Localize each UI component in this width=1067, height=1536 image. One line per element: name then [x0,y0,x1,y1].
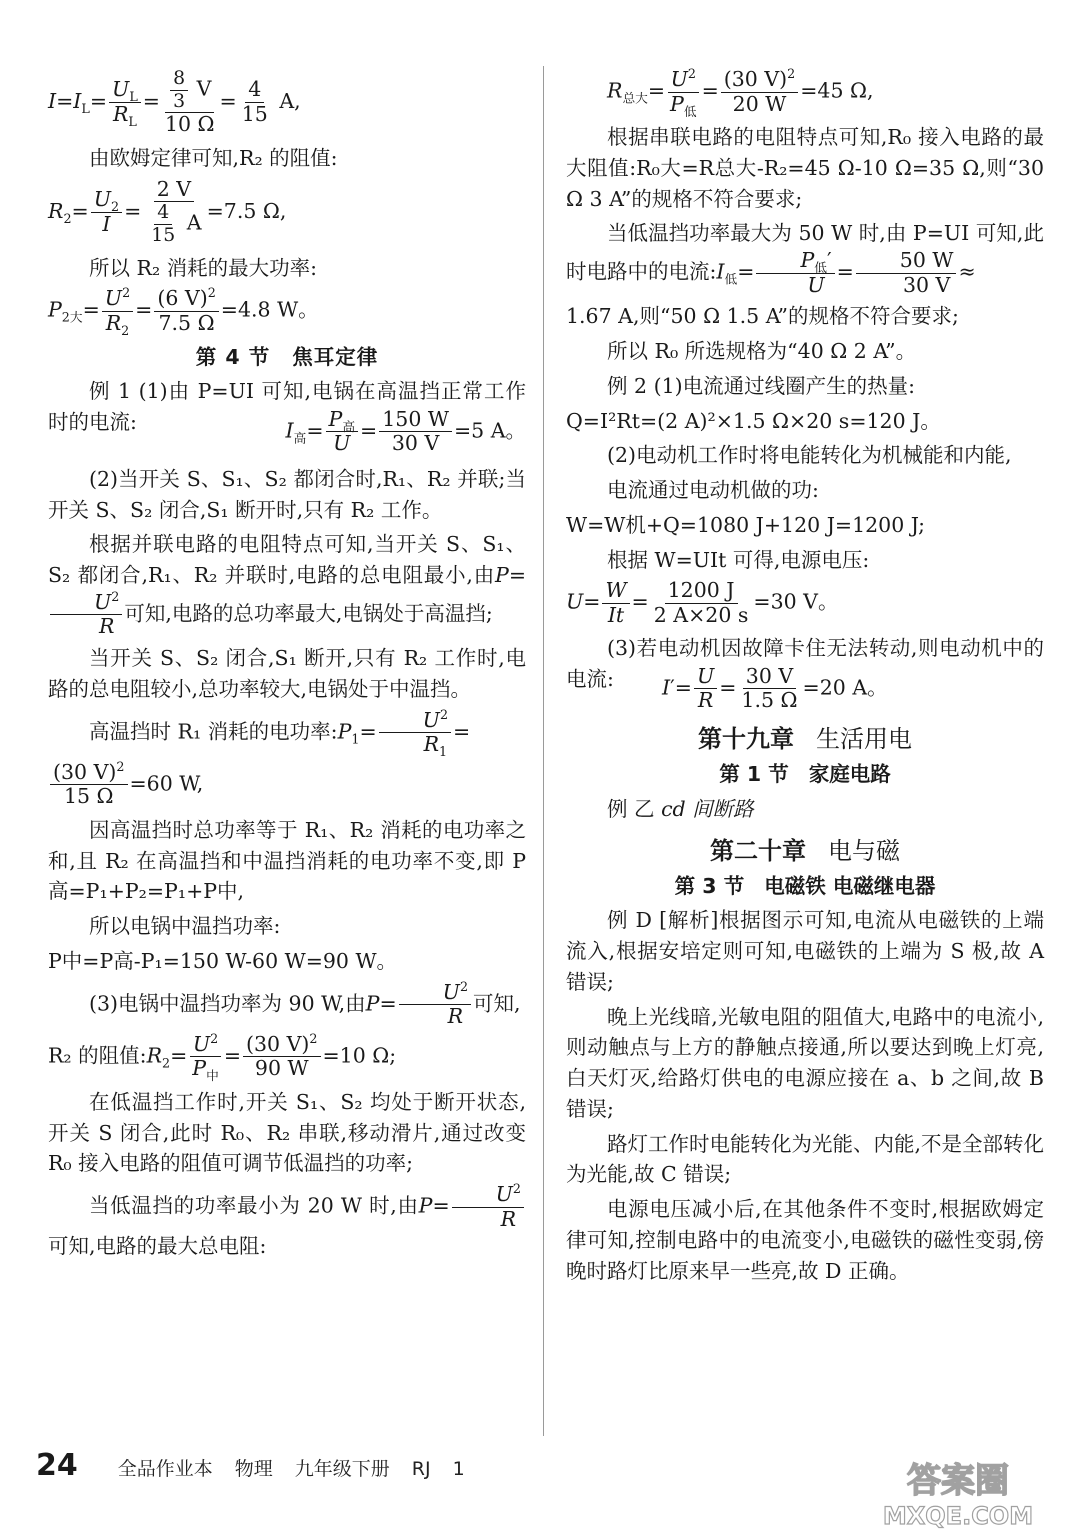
paragraph-mid-temp: 当开关 S、S₂ 闭合,S₁ 断开,只有 R₂ 工作时,电路的总电阻较小,总功率较大,电锅处于中温挡。 [48,646,526,701]
paragraph-low-max: 当低温挡功率最大为 50 W 时,由 P=UI 可知,此时电路中的电流$:I_低=$ $\frac{P_低'}{U}$ = $\frac{50 W}{30 V}$ ≈ [566,221,1044,297]
section-number: 第 1 节 [719,762,789,786]
text-part: 当低温挡功率最大为 50 W 时,由 P=UI 可知,此时电路中的电流: [566,221,1044,284]
page-number: 24 [36,1448,78,1483]
text-part: R₂ 的阻值: [48,1043,147,1068]
section-heading-19-1 [566,759,1044,790]
text-part: 当低温挡的功率最小为 20 W 时,由 [89,1193,419,1218]
column-divider [543,66,544,1436]
paragraph-option-c: 路灯工作时电能转化为光能、内能,不是全部转化为光能,故 C 错误; [566,1131,1045,1187]
text-r2-intro: 由欧姆定律可知,R₂ 的阻值: [89,145,338,170]
text-r0-choice: 所以 R₀ 所选规格为“40 Ω 2 A”。 [607,339,917,363]
example-label: 例 1 [89,379,132,404]
section-title: 焦耳定律 [292,344,379,369]
paragraph-parallel-min-r: 根据并联电路的电阻特点可知,当开关 S、S₁、S₂ 都闭合,R₁、R₂ 并联时,电路的总电阻最小,由P= $\frac{U^2}{R}$ 可知,电路的总功率最大,电锅处于高温挡; [48,532,526,639]
watermark-text-cn: 答案圈 [907,1461,1009,1501]
formula-heat: Q=I²Rt=(2 A)²×1.5 Ω×20 s=120 J。 [566,408,941,433]
right-column [566,66,1044,1290]
left-column [48,66,526,1266]
section-title: 家庭电路 [808,762,891,786]
book-series: 全品作业本 [117,1458,213,1480]
example-label: 例 [607,796,628,821]
section-number: 第 4 节 [195,344,271,369]
text-voltage-intro: 根据 W=UIt 可得,电源电压: [607,547,870,572]
example2-p1 [566,371,1044,402]
formula-voltage: U= $\frac{W}{It}$ = $\frac{1200 J}{2 A\times 20 s}$ =30 V。 [566,578,839,627]
paragraph-switch-parallel: (2)当开关 S、S₁、S₂ 都闭合时,R₁、R₂ 并联;当开关 S、S₂ 闭合,S₁ 断开时,只有 R₂ 工作。 [48,466,526,522]
paragraph-stall-current: (3)若电动机因故障卡住无法转动,则电动机中的电流: [566,636,1044,692]
text-part: 可知,电路的最大总电阻: [48,1234,267,1259]
formula-p1: $\frac{(30 V)^2}{15 \Omega}$ =60 W, [48,761,526,809]
answer-choice: 乙 [634,796,655,821]
book-grade: 九年级下册 [294,1458,390,1480]
chapter-number: 第二十章 [710,836,806,865]
text-max-power-intro: 所以 R₂ 消耗的最大功率: [89,255,318,280]
formula-p-mid: P中=P高-P₁=150 W-60 W=90 W。 [48,948,398,973]
answer-fault: cd 间断路 [661,796,754,821]
watermark-logo [863,1452,1053,1532]
section-heading-4 [48,342,526,373]
formula-current-i: $I=I_L=$ $\frac{U_L}{R_L}$ = $\frac{8}{3}$ V 10 Ω = $\frac{4}{15}$ A, [48,67,301,137]
text-part: 根据并联电路的电阻特点可知,当开关 S、S₁、S₂ 都闭合,R₁、R₂ 并联时,电路的总电阻最小,由 [48,532,526,588]
chapter-number: 第十九章 [698,725,794,753]
chapter-heading-19 [566,721,1044,757]
paragraph-total-power: 因高温挡时总功率等于 R₁、R₂ 消耗的电功率之和,且 R₂ 在高温挡和中温挡消耗的电功率不变,即 P高=P₁+P₂=P₁+P中, [48,817,526,904]
book-edition: RJ [411,1458,431,1480]
text-mid-power-intro: 所以电锅中温挡功率: [89,914,281,938]
paragraph-mid-power: (3)电锅中温挡功率为 90 W,由P= $\frac{U^2}{R}$ 可知, [89,978,521,1029]
section-title: 电磁铁 电磁继电器 [764,873,936,898]
paragraph-option-d: 电源电压减小后,在其他条件不变时,根据欧姆定律可知,控制电路中的电流变小,电磁铁的磁性变弱,傍晚时路灯比原来早一些亮,故 D 正确。 [566,1197,1044,1283]
formula-r2-value: R₂ 的阻值$:R_2=$ $\frac{U^2}{P_中}$ = $\frac{(30 V)^2}{90 W}$ =10 Ω; [48,1030,397,1084]
text-part: 可知, [473,991,521,1016]
formula-stall-current: I′= $\frac{U}{R}$ = $\frac{30 V}{1.5 \Omega}$ =20 A。 [662,663,888,713]
example-19 [566,794,1044,825]
text-current-approx: 1.67 A,则“50 Ω 1.5 A”的规格不符合要求; [566,304,959,329]
text-part: (3)电锅中温挡功率为 90 W,由 [89,991,366,1016]
paragraph-r0-max: 根据串联电路的电阻特点可知,R₀ 接入电路的最大阻值:R₀大=R总大-R₂=45 Ω-10 Ω=35 Ω,则“30 Ω 3 A”的规格不符合要求; [566,125,1044,211]
text-part: 可知,电路的总功率最大,电锅处于高温挡; [124,601,493,626]
example-label: 例 2 [607,373,648,398]
formula-i-high: $I_高=$ $\frac{P_高}{U}$ = $\frac{150 W}{30 V}$ =5 A。 [285,406,526,456]
paragraph-low-temp: 在低温挡工作时,开关 S₁、S₂ 均处于断开状态,开关 S 闭合,此时 R₀、R₂ 串联,移动滑片,通过改变 R₀ 接入电路的阻值可调节低温挡的功率; [48,1089,526,1176]
example2-text: (1)电流通过线圈产生的热量: [653,373,916,398]
formula-work: W=W机+Q=1080 J+120 J=1200 J; [566,512,926,537]
formula-r2: $R_2=$ $\frac{U_2}{I}$ = 2 V $\frac{4}{15}$ A =7.5 Ω, [48,176,287,246]
example1-text: (1)由 P=UI 可知,电锅在高温挡正常工作时的电流: [48,379,526,434]
formula-r-total-max: $R_{总大}=$ $\frac{U^2}{P_低}$ = $\frac{(30 V)^2}{20 W}$ =45 Ω, [607,66,874,119]
book-volume: 1 [452,1458,465,1480]
formula-p2-max: $P_{2大}=$ $\frac{U^2}{R_2}$ = $\frac{(6 V)^2}{7.5 \Omega}$ =4.8 W。 [48,285,319,339]
chapter-title: 电与磁 [828,836,900,865]
text-part: 高温挡时 R₁ 消耗的电功率: [89,719,338,744]
paragraph-low-min: 当低温挡的功率最小为 20 W 时,由P= $\frac{U^2}{R}$ 可知,电路的最大总电阻: [48,1183,526,1262]
example-20: 例 D [解析]根据图示可知,电流从电磁铁的上端流入,根据安培定则可知,电磁铁的上端为 S 极,故 A 错误; [566,908,1044,994]
chapter-title: 生活用电 [816,725,912,753]
watermark-text-url: MXQE.COM [882,1502,1034,1530]
chapter-heading-20 [566,833,1044,869]
section-number: 第 3 节 [674,873,745,898]
paragraph-energy-conversion: (2)电动机工作时将电能转化为机械能和内能, [607,443,1012,468]
paragraph-p1-intro: 高温挡时 R₁ 消耗的电功率$:P_1=$ $\frac{U^2}{R_1}$ = [89,706,471,760]
book-subject: 物理 [234,1458,273,1480]
page-footer [36,1448,487,1488]
section-heading-20-3 [566,871,1044,902]
text-work-intro: 电流通过电动机做的功: [607,478,819,502]
paragraph-option-b: 晚上光线暗,光敏电阻的阻值大,电路中的电流小,则动触点与上方的静触点接通,所以要达到晚上灯亮,白天灯灭,给路灯供电的电源应接在 a、b 之间,故 B 错误; [566,1004,1044,1121]
